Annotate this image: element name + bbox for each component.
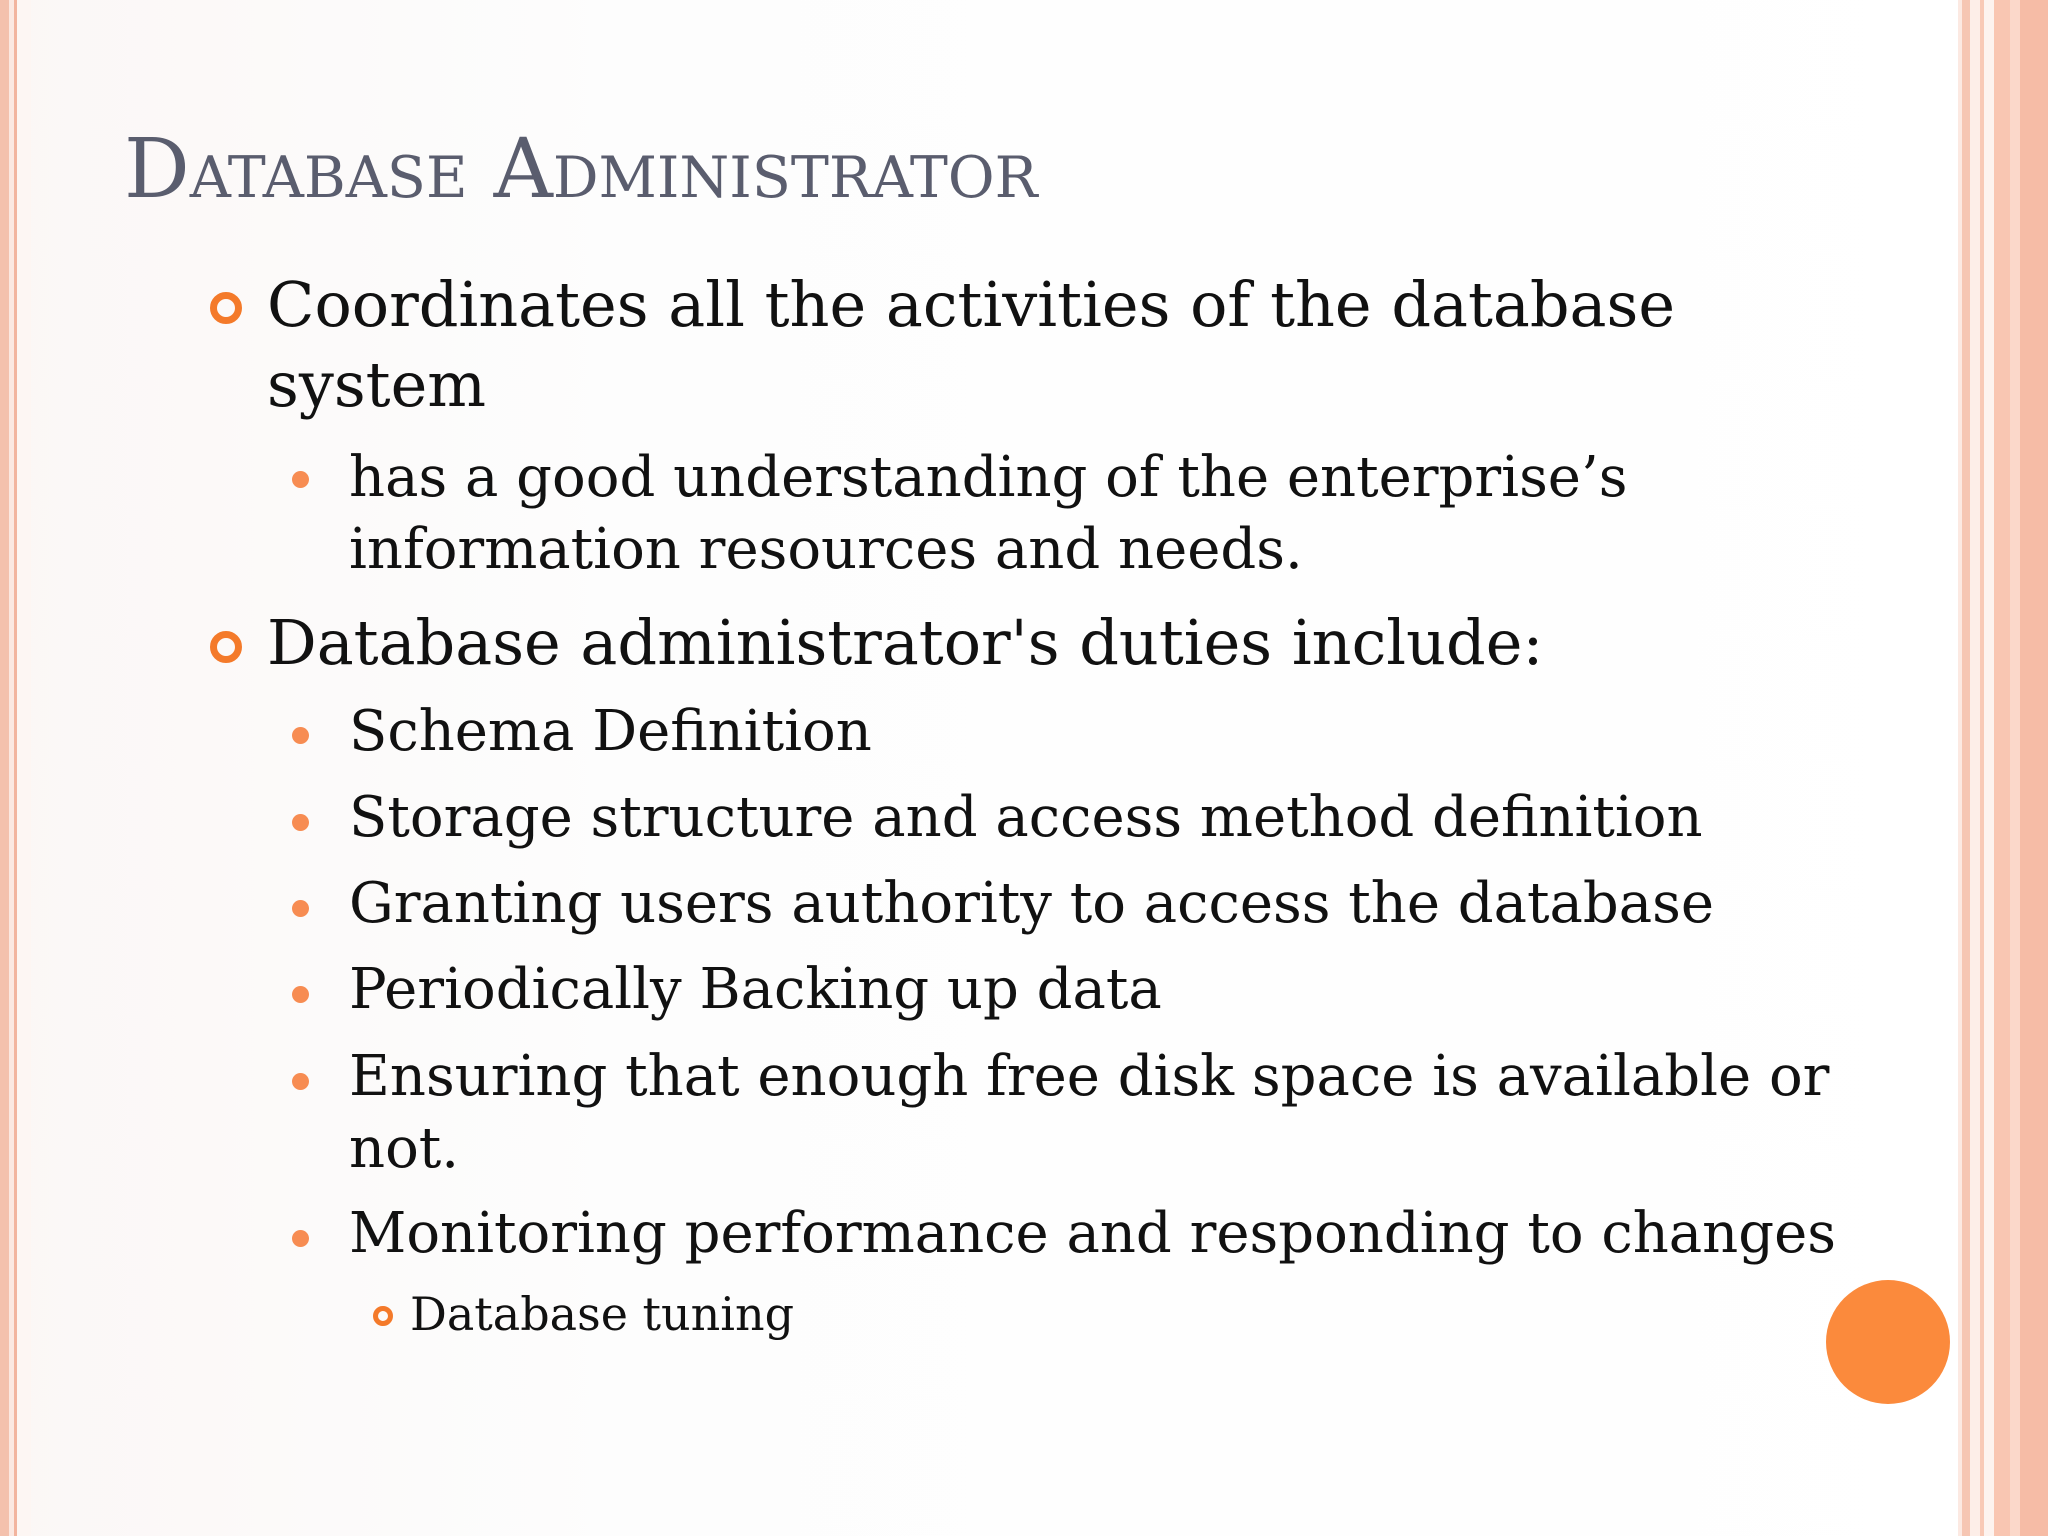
dot-bullet-icon xyxy=(292,471,309,488)
left-decorative-border xyxy=(0,0,31,1536)
sub-bullet-text: Ensuring that enough free disk space is available or not. xyxy=(349,1044,1830,1181)
dot-bullet-icon xyxy=(292,814,309,831)
sub-sub-bullet-tuning xyxy=(410,1284,1810,1344)
sub-bullet-text: Monitoring performance and responding to changes xyxy=(349,1201,1836,1266)
bullet-text: Database administrator's duties include: xyxy=(267,606,1544,679)
slide-title: Database Administrator xyxy=(124,122,1038,217)
sub-bullet-text: Schema Definition xyxy=(349,699,872,764)
orange-circle-decoration xyxy=(1826,1280,1950,1404)
bullet-coordinates xyxy=(267,265,1907,425)
dot-bullet-icon xyxy=(292,900,309,917)
sub-bullet-monitoring xyxy=(349,1198,1909,1270)
sub-bullet-text: Periodically Backing up data xyxy=(349,957,1162,1022)
bullet-duties xyxy=(267,603,1907,683)
sub-bullet-text: Granting users authority to access the database xyxy=(349,871,1714,936)
ring-bullet-icon xyxy=(210,631,242,663)
sub-bullet-storage xyxy=(349,782,1909,854)
right-decorative-border xyxy=(1958,0,2048,1536)
sub-bullet-disk-space xyxy=(349,1041,1909,1185)
sub-bullet-text: Storage structure and access method definition xyxy=(349,785,1703,850)
ring-bullet-icon xyxy=(210,292,242,324)
sub-bullet-granting xyxy=(349,868,1909,940)
sub-bullet-text: has a good understanding of the enterprise’s information resources and needs. xyxy=(349,445,1628,582)
sub-bullet-backup xyxy=(349,954,1909,1026)
sub-bullet-schema xyxy=(349,696,1909,768)
dot-bullet-icon xyxy=(292,986,309,1003)
bullet-text: Coordinates all the activities of the database system xyxy=(267,268,1676,421)
sub-sub-bullet-text: Database tuning xyxy=(410,1287,795,1341)
sub-bullet-understanding xyxy=(349,442,1909,586)
ring-bullet-icon xyxy=(373,1306,393,1326)
dot-bullet-icon xyxy=(292,1230,309,1247)
dot-bullet-icon xyxy=(292,727,309,744)
dot-bullet-icon xyxy=(292,1073,309,1090)
